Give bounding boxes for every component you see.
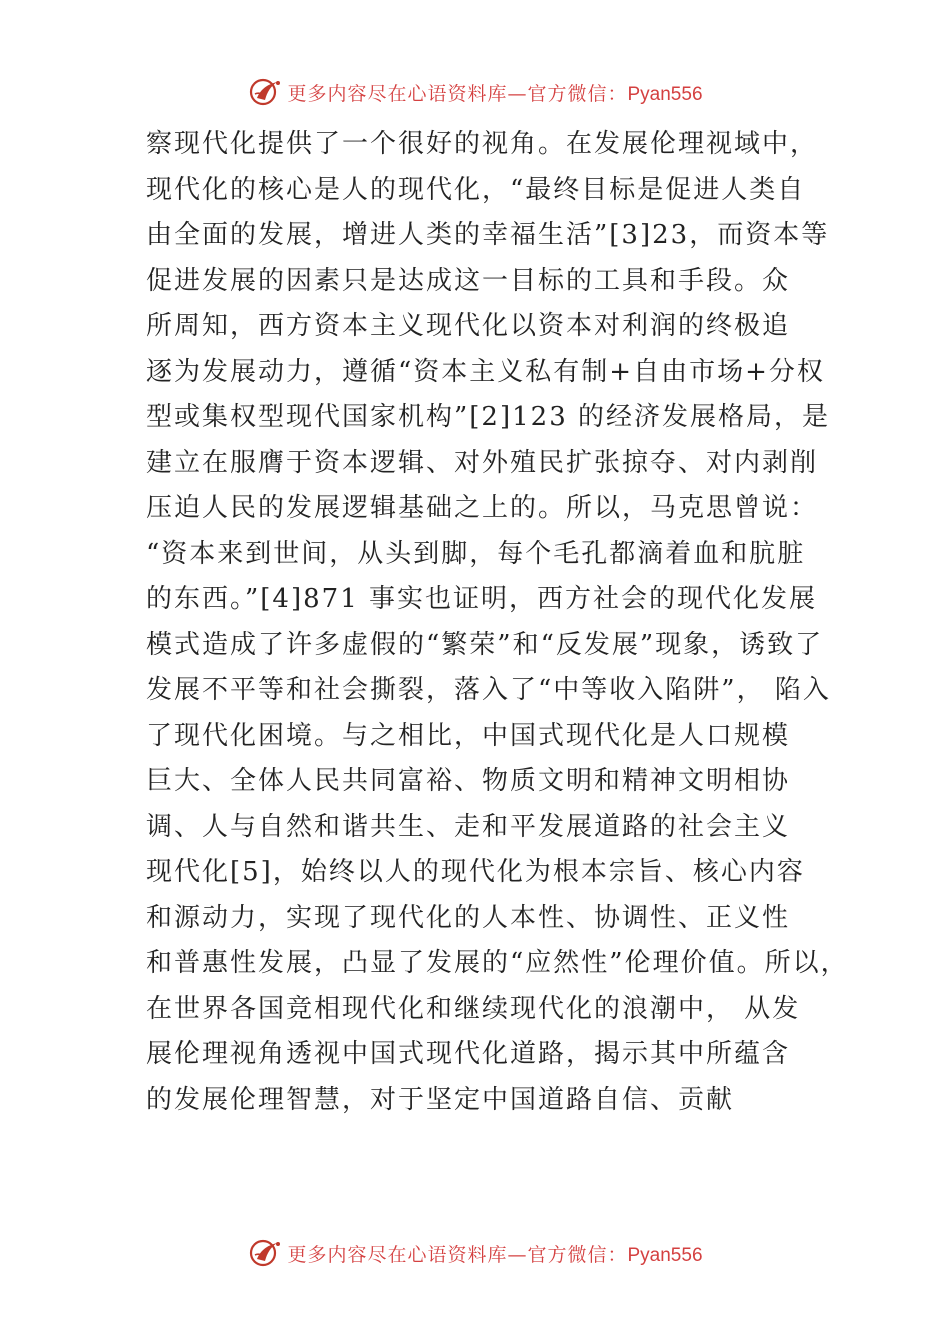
body-line: 促进发展的因素只是达成这一目标的工具和手段。众 xyxy=(146,265,791,296)
watermark-text: 更多内容尽在心语资料库—官方微信：Pyan556 xyxy=(287,82,703,105)
body-line: 发展不平等和社会撕裂，落入了“中等收入陷阱”， 陷入 xyxy=(146,675,831,705)
body-line: 察现代化提供了一个很好的视角。在发展伦理视域中， xyxy=(146,129,819,159)
body-line: 由全面的发展，增进人类的幸福生活”[3]23，而资本等 xyxy=(146,220,830,250)
watermark-logo-icon xyxy=(247,76,285,108)
body-line: 现代化[5]，始终以人的现代化为根本宗旨、核心内容 xyxy=(146,857,805,887)
body-line: 的东西。”[4]871 事实也证明，西方社会的现代化发展 xyxy=(146,584,818,614)
body-line: 建立在服膺于资本逻辑、对外殖民扩张掠夺、对内剥削 xyxy=(146,447,819,478)
body-line: 的发展伦理智慧，对于坚定中国道路自信、贡献 xyxy=(146,1084,735,1115)
body-line: 逐为发展动力，遵循“资本主义私有制+自由市场+分权 xyxy=(146,356,825,387)
body-line: 和普惠性发展，凸显了发展的“应然性”伦理价值。所以， xyxy=(146,948,849,978)
watermark-logo-icon xyxy=(247,1237,285,1269)
body-line: 展伦理视角透视中国式现代化道路，揭示其中所蕴含 xyxy=(146,1039,791,1069)
body-line: 和源动力，实现了现代化的人本性、协调性、正义性 xyxy=(146,902,791,933)
body-line: 调、人与自然和谐共生、走和平发展道路的社会主义 xyxy=(146,811,791,842)
body-line: 在世界各国竞相现代化和继续现代化的浪潮中， 从发 xyxy=(146,993,801,1024)
body-line: 所周知，西方资本主义现代化以资本对利润的终极追 xyxy=(146,311,791,341)
watermark-text: 更多内容尽在心语资料库—官方微信：Pyan556 xyxy=(287,1243,703,1266)
header-watermark xyxy=(0,72,950,112)
body-line: 型或集权型现代国家机构”[2]123 的经济发展格局，是 xyxy=(146,402,831,432)
footer-watermark xyxy=(0,1233,950,1273)
body-line: 现代化的核心是人的现代化，“最终目标是促进人类自 xyxy=(146,174,806,205)
body-line: “资本来到世间，从头到脚，每个毛孔都滴着血和肮脏 xyxy=(146,538,806,569)
body-line: 巨大、全体人民共同富裕、物质文明和精神文明相协 xyxy=(146,766,791,796)
body-line: 了现代化困境。与之相比，中国式现代化是人口规模 xyxy=(146,720,791,751)
body-line: 模式造成了许多虚假的“繁荣”和“反发展”现象，诱致了 xyxy=(146,629,824,660)
body-line: 压迫人民的发展逻辑基础之上的。所以，马克思曾说： xyxy=(146,493,819,523)
document-body xyxy=(146,122,849,1123)
